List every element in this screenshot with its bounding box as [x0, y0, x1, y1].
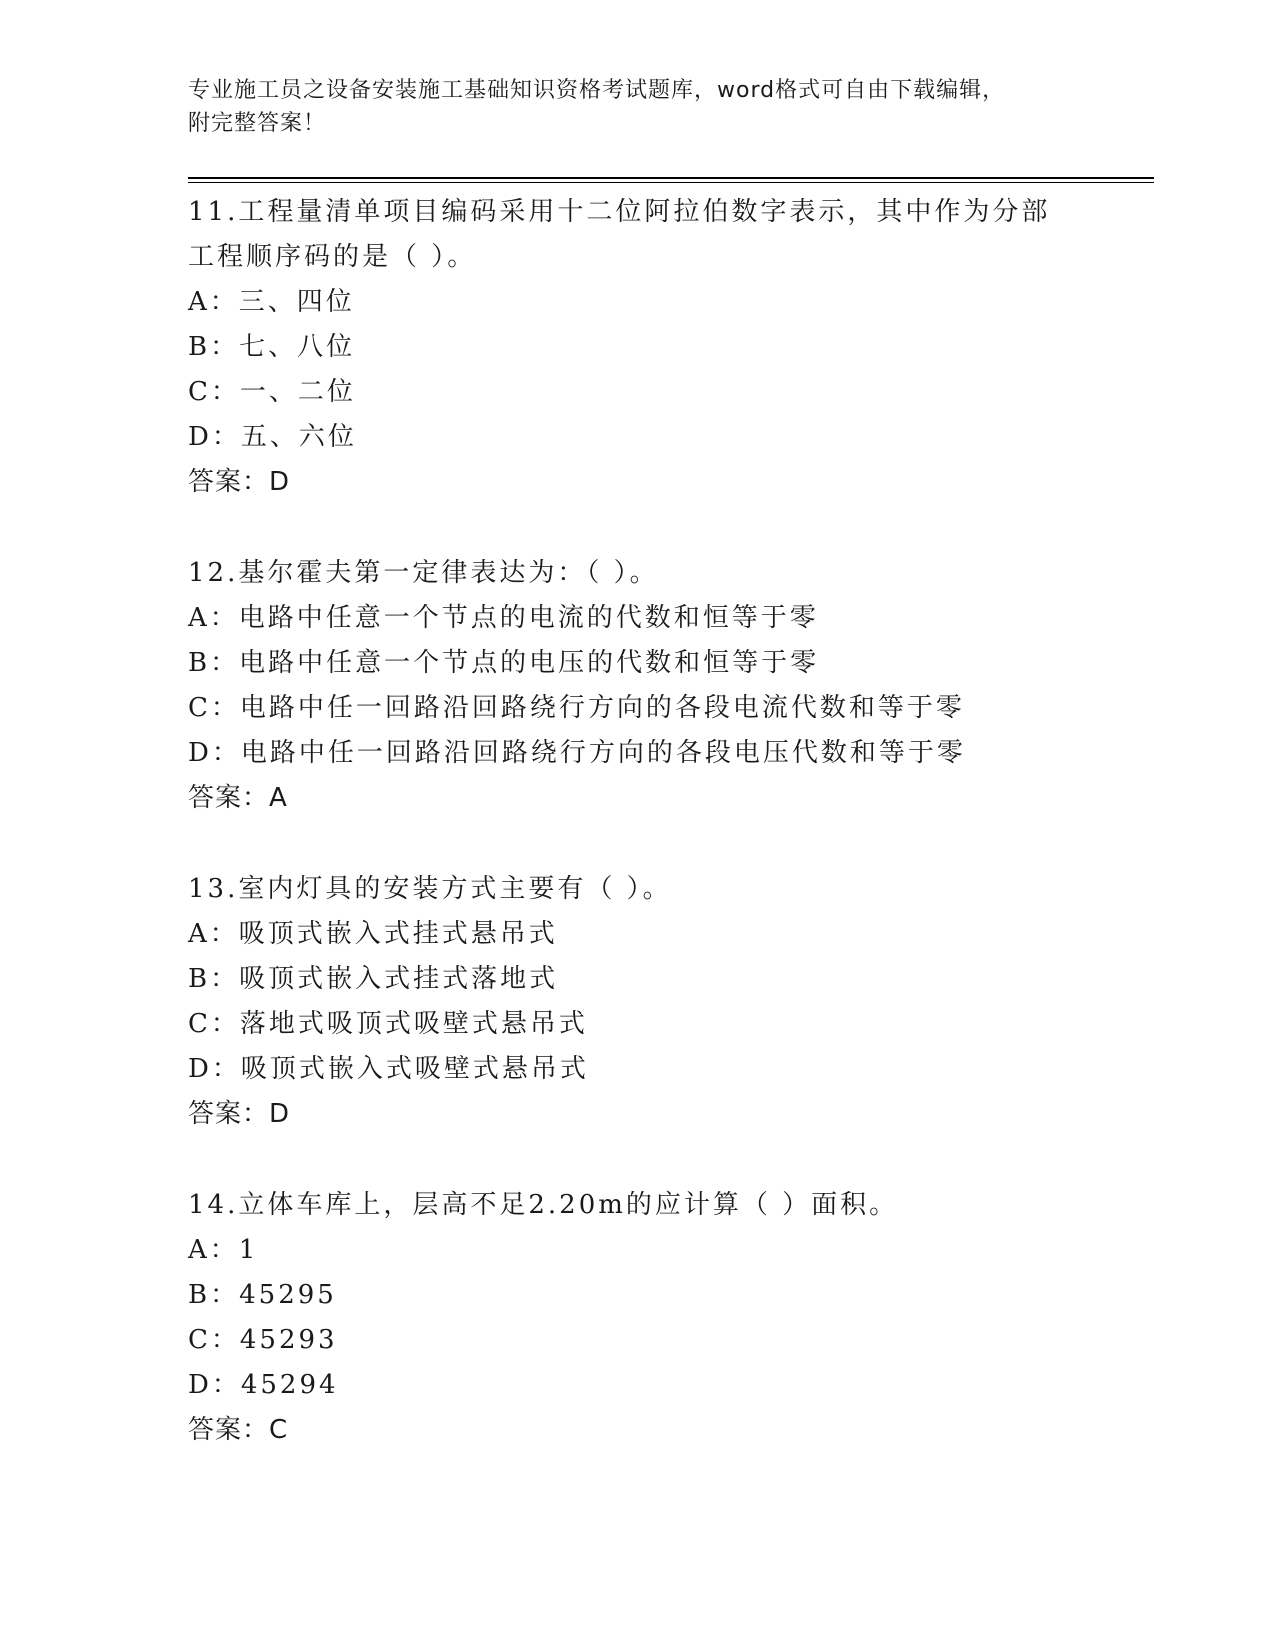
header-title-line2: 附完整答案！ [188, 111, 327, 136]
question-text: 14.立体车库上，层高不足2.20m的应计算（ ）面积。 [188, 1190, 899, 1220]
option-c: C：一、二位 [188, 377, 356, 407]
answer-line: 答案：D [188, 1099, 291, 1129]
question-item [188, 867, 1088, 1137]
question-item [188, 1183, 1088, 1453]
header-divider-thin [188, 182, 1154, 183]
option-a: A：电路中任意一个节点的电流的代数和恒等于零 [188, 603, 819, 633]
answer-line: 答案：A [188, 783, 288, 813]
document-header [188, 74, 1088, 140]
option-d: D：吸顶式嵌入式吸壁式悬吊式 [188, 1054, 589, 1084]
option-a: A：吸顶式嵌入式挂式悬吊式 [188, 919, 558, 949]
option-c: C：电路中任一回路沿回路绕行方向的各段电流代数和等于零 [188, 693, 965, 723]
option-d: D：五、六位 [188, 422, 357, 452]
question-text: 12.基尔霍夫第一定律表达为：（ ）。 [188, 558, 659, 588]
answer-line: 答案：D [188, 467, 291, 497]
option-d: D：电路中任一回路沿回路绕行方向的各段电压代数和等于零 [188, 738, 966, 768]
option-a: A：1 [188, 1235, 259, 1265]
header-divider-thick [188, 177, 1154, 179]
option-b: B：七、八位 [188, 332, 356, 362]
option-b: B：45295 [188, 1280, 337, 1310]
question-item [188, 190, 1088, 505]
question-text: 13.室内灯具的安装方式主要有（ ）。 [188, 874, 672, 904]
answer-line: 答案：C [188, 1415, 289, 1445]
option-b: B：吸顶式嵌入式挂式落地式 [188, 964, 559, 994]
option-c: C：45293 [188, 1325, 338, 1355]
question-item [188, 551, 1088, 821]
question-text: 11.工程量清单项目编码采用十二位阿拉伯数字表示，其中作为分部工程顺序码的是（ ）。 [188, 197, 1051, 272]
header-title-line1: 专业施工员之设备安装施工基础知识资格考试题库，word格式可自由下载编辑， [188, 78, 1006, 103]
option-b: B：电路中任意一个节点的电压的代数和恒等于零 [188, 648, 820, 678]
option-d: D：45294 [188, 1370, 339, 1400]
question-list [188, 190, 1088, 1499]
option-c: C：落地式吸顶式吸壁式悬吊式 [188, 1009, 588, 1039]
option-a: A：三、四位 [188, 287, 355, 317]
